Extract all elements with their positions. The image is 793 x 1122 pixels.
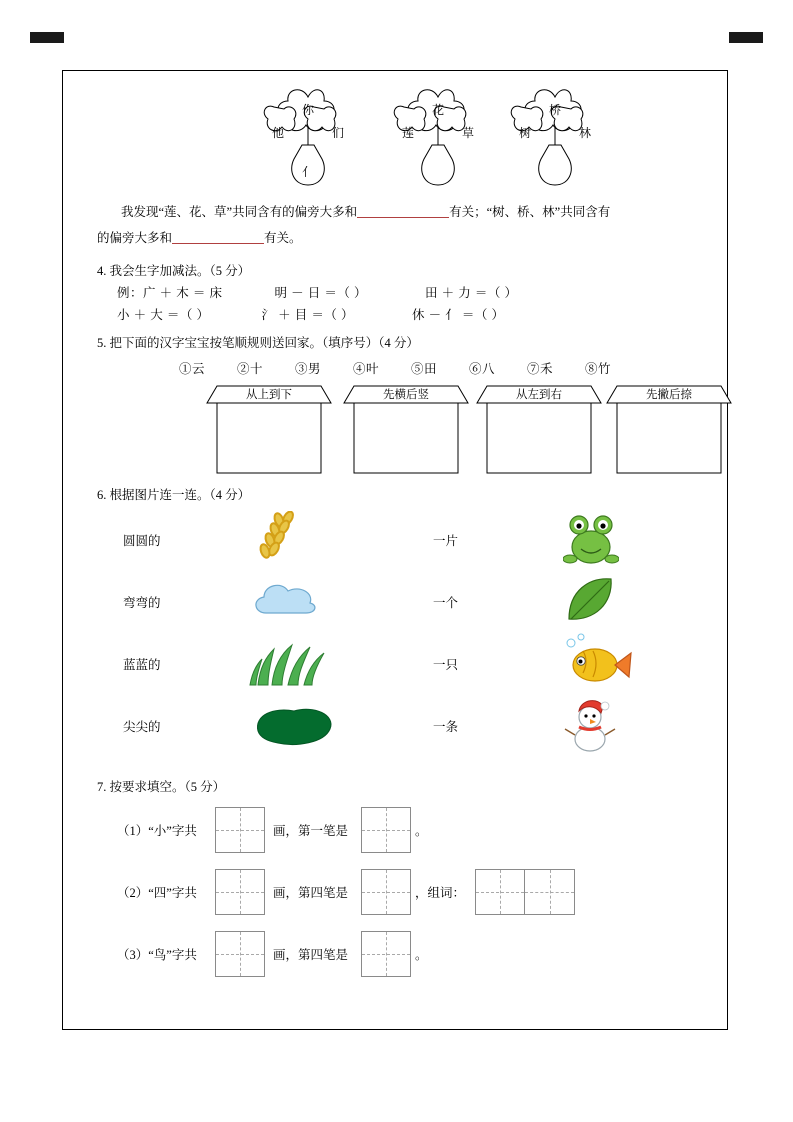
q6-mid-word-2[interactable]: 一只 [433, 658, 459, 672]
vase-qiao-petal-2: 林 [578, 126, 591, 140]
q7-r0-suffix: 。 [415, 824, 428, 838]
q7-r1-box-1[interactable] [215, 869, 265, 915]
q6-title: 6. 根据图片连一连。（4 分） [97, 488, 251, 502]
q7-r2-box-1[interactable] [215, 931, 265, 977]
house-2-label: 从左到右 [516, 389, 562, 401]
corner-mark-right [729, 32, 763, 43]
q7-r1-prefix: （2）“四”字共 [117, 886, 197, 900]
house-1-label: 先横后竖 [383, 389, 429, 401]
cloud-icon[interactable] [248, 579, 320, 628]
vase-qiao [495, 79, 615, 199]
vase-you [248, 79, 368, 199]
q7-row-1 [63, 861, 727, 923]
q6-left-word-1[interactable]: 弯弯的 [123, 596, 161, 610]
q6-mid-word-3[interactable]: 一条 [433, 720, 459, 734]
house-2[interactable] [473, 383, 605, 475]
vase-you-petal-1: 他 [271, 126, 284, 140]
vase-you-petal-2: 们 [331, 126, 344, 140]
q4-r1-c1[interactable]: 氵 ＋ 目 ＝（ ） [261, 308, 355, 322]
vase-hua [378, 79, 498, 199]
vase-shape-icon [378, 79, 498, 199]
grass-icon[interactable] [248, 639, 332, 692]
q6-left-word-0[interactable]: 圆圆的 [123, 534, 161, 548]
vase-qiao-petal-0: 桥 [548, 103, 561, 117]
discovery-blank-1[interactable] [357, 203, 449, 218]
worksheet-page [62, 70, 728, 1030]
fish-icon[interactable] [563, 633, 633, 694]
discovery-blank-2[interactable] [172, 229, 264, 244]
q6-mid-word-0[interactable]: 一片 [433, 534, 459, 548]
q7-r1-word-box-1[interactable] [475, 869, 525, 915]
q4-r0-c2[interactable]: 田 ＋ 力 ＝（ ） [425, 286, 518, 300]
q5-char-1[interactable]: ②十 [236, 362, 263, 376]
q5-char-7[interactable]: ⑧竹 [585, 362, 612, 376]
q7-r1-word-boxes[interactable] [475, 869, 575, 915]
q4-r1-c2[interactable]: 休 － 亻 ＝（ ） [412, 308, 505, 322]
q7-r1-mid: 画，第四笔是 [273, 886, 349, 900]
q7-r0-box-1[interactable] [215, 807, 265, 853]
q5-title: 5. 把下面的汉字宝宝按笔顺规则送回家。（填序号）（4 分） [97, 336, 419, 350]
q4-r1-c0[interactable]: 小 ＋ 大 ＝（ ） [117, 308, 210, 322]
q5-char-0[interactable]: ①云 [178, 362, 205, 376]
vase-shape-icon [495, 79, 615, 199]
q7-row-0 [63, 799, 727, 861]
house-0-label: 从上到下 [246, 389, 292, 401]
q7-r1-box-2[interactable] [361, 869, 411, 915]
q4-r0-c1[interactable]: 明 － 日 ＝（ ） [274, 286, 368, 300]
q5-char-6[interactable]: ⑦禾 [527, 362, 554, 376]
vase-you-stem-char: 亻 [301, 165, 314, 179]
q5-char-3[interactable]: ④叶 [352, 362, 379, 376]
q6-mid-word-1[interactable]: 一个 [433, 596, 459, 610]
q5-char-5[interactable]: ⑥八 [469, 362, 496, 376]
vase-hua-petal-0: 花 [431, 103, 444, 117]
leaf-icon[interactable] [563, 575, 617, 630]
q6-matching [63, 509, 727, 767]
house-3-label: 先撇后捺 [646, 389, 692, 401]
q4-title: 4. 我会生字加减法。（5 分） [97, 264, 251, 278]
q7-row-2 [63, 923, 727, 985]
q7-r0-mid: 画，第一笔是 [273, 824, 349, 838]
vase-you-petal-0: 你 [301, 103, 314, 117]
q4-r0-c0: 例：广 ＋ 木 ＝ 床 [117, 286, 223, 300]
discovery-paragraph [97, 199, 693, 225]
vase-diagrams [63, 79, 727, 199]
corner-mark-left [30, 32, 64, 43]
q5-houses [63, 383, 727, 475]
vase-qiao-petal-1: 树 [518, 126, 531, 140]
q4-row-0 [117, 283, 727, 301]
q7-r2-mid: 画，第四笔是 [273, 948, 349, 962]
q7-r1-suffix: ，组词： [415, 886, 466, 900]
q7-r2-prefix: （3）“鸟”字共 [117, 948, 197, 962]
frog-icon[interactable] [563, 509, 619, 572]
q6-left-word-2[interactable]: 蓝蓝的 [123, 658, 161, 672]
wheat-icon[interactable] [248, 511, 310, 568]
q7-r0-box-2[interactable] [361, 807, 411, 853]
q7-r2-box-2[interactable] [361, 931, 411, 977]
vase-hua-petal-2: 草 [461, 126, 474, 140]
q4-row-1 [117, 305, 727, 323]
discovery-text-3: 的偏旁大多和 [97, 231, 173, 245]
house-1[interactable] [340, 383, 472, 475]
q7-r1-word-box-2[interactable] [525, 869, 575, 915]
q5-char-2[interactable]: ③男 [294, 362, 321, 376]
discovery-text-2: 有关；“树、桥、林”共同含有 [449, 205, 611, 219]
q7-r2-suffix: 。 [415, 948, 428, 962]
q7-r0-prefix: （1）“小”字共 [117, 824, 197, 838]
snowman-icon[interactable] [563, 691, 617, 758]
q6-left-word-3[interactable]: 尖尖的 [123, 720, 161, 734]
discovery-paragraph-2 [97, 225, 693, 251]
q5-char-4[interactable]: ⑤田 [411, 362, 438, 376]
house-3[interactable] [603, 383, 735, 475]
discovery-text-1: 我发现“莲、花、草”共同含有的偏旁大多和 [121, 205, 358, 219]
leaf-dark-icon[interactable] [248, 703, 340, 752]
q5-char-list [63, 359, 727, 377]
vase-hua-petal-1: 莲 [401, 126, 414, 140]
vase-shape-icon [248, 79, 368, 199]
q7-title: 7. 按要求填空。（5 分） [97, 780, 226, 794]
discovery-text-4: 有关。 [264, 231, 302, 245]
house-0[interactable] [203, 383, 335, 475]
